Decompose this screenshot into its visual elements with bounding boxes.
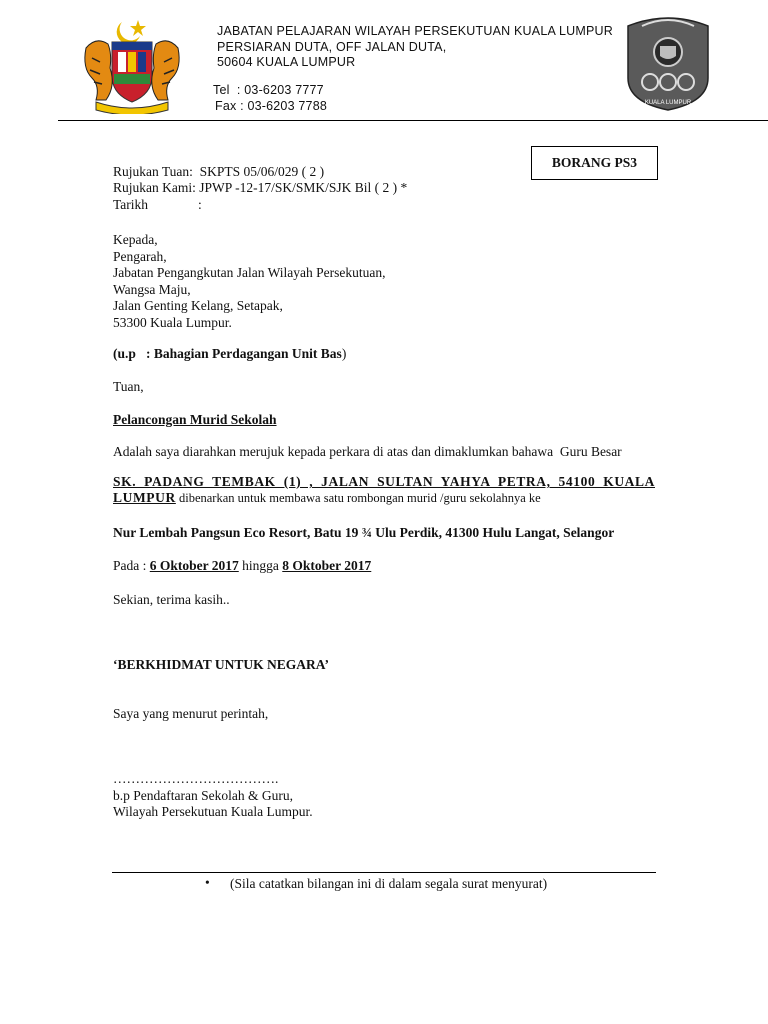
org-fax: Fax : 03-6203 7788: [215, 99, 328, 113]
attention-suffix: ): [341, 346, 347, 361]
signatory-line: Wilayah Persekutuan Kuala Lumpur.: [113, 804, 313, 819]
dates-between: hingga: [238, 558, 283, 573]
attention-line: [113, 345, 346, 362]
school-permission-text: dibenarkan untuk membawa satu rombongan murid /guru sekolahnya ke: [175, 491, 541, 505]
recipient-line: Jabatan Pengangkutan Jalan Wilayah Persekutuan,: [113, 265, 386, 280]
attention-department: Bahagian Perdagangan Unit Bas: [153, 346, 342, 361]
salutation: Tuan,: [113, 379, 144, 394]
dates-label: Pada :: [113, 558, 150, 573]
malaysia-coat-of-arms-icon: [78, 18, 186, 114]
recipient-line: Pengarah,: [113, 249, 167, 264]
date-colon: :: [198, 197, 202, 212]
org-telephone: Tel : 03-6203 7777: [213, 83, 324, 97]
attention-prefix: (u.p :: [113, 346, 154, 361]
footnote-bullet: •: [205, 875, 210, 890]
recipient-line: Kepada,: [113, 232, 158, 247]
subject-heading: Pelancongan Murid Sekolah: [113, 412, 277, 427]
motto: ‘BERKHIDMAT UNTUK NEGARA’: [113, 657, 330, 672]
recipient-line: Jalan Genting Kelang, Setapak,: [113, 298, 283, 313]
recipient-line: Wangsa Maju,: [113, 282, 191, 297]
form-code: BORANG PS3: [551, 155, 638, 170]
org-address-line: PERSIARAN DUTA, OFF JALAN DUTA,: [217, 40, 447, 54]
recipient-line: 53300 Kuala Lumpur.: [113, 315, 232, 330]
org-name: JABATAN PELAJARAN WILAYAH PERSEKUTUAN KUALA LUMPUR: [217, 24, 613, 38]
footnote-text: (Sila catatkan bilangan ini di dalam segala surat menyurat): [230, 876, 548, 891]
destination: Nur Lembah Pangsun Eco Resort, Batu 19 ¾ Ulu Perdik, 41300 Hulu Langat, Selangor: [113, 525, 615, 540]
reference-kami: Rujukan Kami: JPWP -12-17/SK/SMK/SJK Bil ( 2 ) *: [113, 180, 408, 195]
end-date: 8 Oktober 2017: [282, 558, 372, 573]
signature-line: ……………………………….: [113, 771, 279, 786]
header-divider: [58, 120, 768, 121]
emblem-caption: KUALA LUMPUR: [644, 100, 692, 106]
paragraph-intro: Adalah saya diarahkan merujuk kepada perkara di atas dan dimaklumkan bahawa Guru Besar: [113, 444, 622, 459]
date-label: Tarikh: [113, 197, 149, 212]
form-code-box: [531, 146, 658, 180]
footer-divider: [112, 872, 656, 873]
signatory-line: b.p Pendaftaran Sekolah & Guru,: [113, 788, 293, 803]
start-date: 6 Oktober 2017: [149, 558, 239, 573]
school-name: SK. PADANG TEMBAK (1) , JALAN SULTAN YAHYA PETRA, 54100 KUALA LUMPUR: [113, 474, 655, 505]
closing-remark: Sekian, terima kasih..: [113, 592, 230, 607]
reference-tuan: Rujukan Tuan: SKPTS 05/06/029 ( 2 ): [113, 164, 325, 179]
school-paragraph: [113, 474, 655, 506]
trip-dates: [113, 557, 371, 574]
kuala-lumpur-education-emblem-icon: [622, 12, 714, 112]
signoff: Saya yang menurut perintah,: [113, 706, 269, 721]
org-postcode-line: 50604 KUALA LUMPUR: [217, 55, 356, 69]
